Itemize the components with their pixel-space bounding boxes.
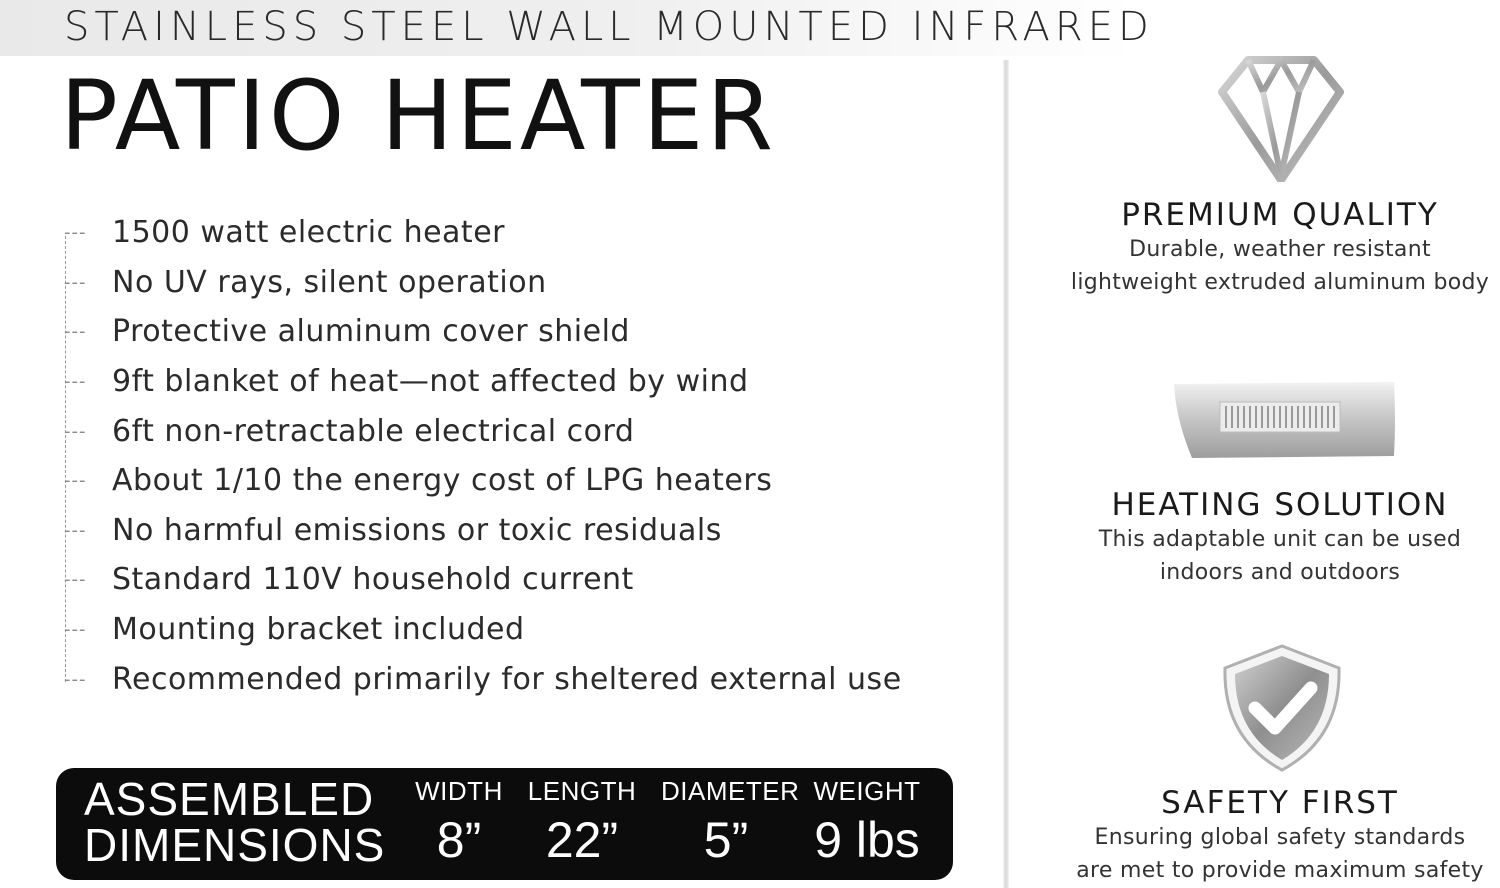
card-title: SAFETY FIRST <box>1161 785 1399 821</box>
column-divider <box>1003 60 1009 888</box>
dimension-value: 8” <box>436 812 482 868</box>
feature-item <box>64 555 902 605</box>
card-title: HEATING SOLUTION <box>1111 487 1449 523</box>
feature-text: No harmful emissions or toxic residuals <box>112 512 722 548</box>
feature-item <box>64 208 902 258</box>
card-description-line2: are met to provide maximum safety <box>1076 858 1484 883</box>
feature-item <box>64 357 902 407</box>
heater-icon <box>1170 380 1398 464</box>
dimension-weight <box>802 776 932 869</box>
dimension-diameter <box>661 776 800 869</box>
tree-dash-icon: --- <box>64 619 87 641</box>
card-description-line2: lightweight extruded aluminum body <box>1070 270 1490 295</box>
feature-item <box>64 605 902 655</box>
tree-dash-icon: --- <box>64 569 87 591</box>
feature-item <box>64 307 902 357</box>
dimension-label: DIAMETER <box>661 776 800 806</box>
feature-text: About 1/10 the energy cost of LPG heaters <box>112 463 773 499</box>
card-safety-first <box>1060 785 1500 887</box>
tree-dash-icon: --- <box>64 519 87 541</box>
card-description-line2: indoors and outdoors <box>1159 560 1401 585</box>
tree-dash-icon: --- <box>64 420 87 442</box>
feature-text: 6ft non-retractable electrical cord <box>112 413 635 449</box>
tree-dash-icon: --- <box>64 271 87 293</box>
feature-item <box>64 506 902 556</box>
card-heating-solution <box>1060 487 1500 589</box>
feature-text: Recommended primarily for sheltered external use <box>112 661 902 697</box>
tree-dash-icon: --- <box>64 222 87 244</box>
assembled-dimensions-bar <box>56 768 953 880</box>
feature-text: No UV rays, silent operation <box>112 264 547 300</box>
card-premium-quality <box>1060 197 1500 299</box>
dimension-label: WIDTH <box>415 776 503 806</box>
dimension-value: 5” <box>703 812 749 868</box>
shield-check-icon <box>1219 642 1345 778</box>
feature-item <box>64 258 902 308</box>
feature-text: Standard 110V household current <box>112 562 634 598</box>
tree-dash-icon: --- <box>64 371 87 393</box>
card-description-line1: This adaptable unit can be used <box>1098 527 1462 552</box>
dimension-label: LENGTH <box>527 776 637 806</box>
feature-item <box>64 406 902 456</box>
dimension-value: 22” <box>545 812 619 868</box>
feature-list <box>64 208 902 704</box>
dimension-length <box>517 776 647 869</box>
dimension-value: 9 lbs <box>814 812 920 868</box>
card-description-line1: Ensuring global safety standards <box>1094 825 1466 850</box>
tree-dash-icon: --- <box>64 470 87 492</box>
card-description-line1: Durable, weather resistant <box>1129 237 1431 262</box>
page-title: PATIO HEATER <box>60 60 777 172</box>
dimension-label: WEIGHT <box>813 776 921 806</box>
dimensions-heading-line1: ASSEMBLED <box>84 773 375 825</box>
feature-text: 9ft blanket of heat—not affected by wind <box>112 364 749 400</box>
tree-dash-icon: --- <box>64 668 87 690</box>
feature-text: Protective aluminum cover shield <box>112 314 630 350</box>
dimensions-heading-line2: DIMENSIONS <box>84 819 386 871</box>
feature-text: 1500 watt electric heater <box>112 215 505 251</box>
diamond-icon <box>1218 56 1344 186</box>
feature-text: Mounting bracket included <box>112 612 525 648</box>
dimensions-heading <box>84 773 386 871</box>
feature-item <box>64 654 902 704</box>
feature-item <box>64 456 902 506</box>
tree-dash-icon: --- <box>64 321 87 343</box>
page-subtitle: STAINLESS STEEL WALL MOUNTED INFRARED <box>64 4 1154 50</box>
card-title: PREMIUM QUALITY <box>1121 197 1439 233</box>
dimension-width <box>394 776 524 869</box>
